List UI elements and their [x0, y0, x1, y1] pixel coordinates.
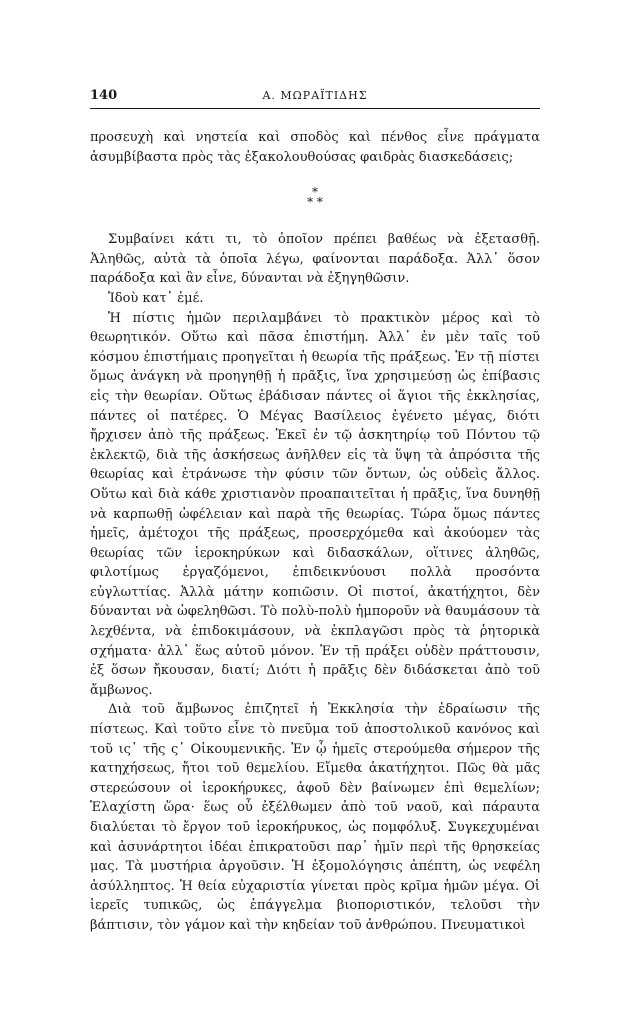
- paragraph-2: Ἰδοὺ κατ᾽ ἐμέ.: [108, 290, 204, 306]
- asterism-bottom: * *: [307, 195, 323, 210]
- paragraph-1: Συμβαίνει κάτι τι, τὸ ὁποῖον πρέπει βαθέως νὰ ἐξετασθῇ. Ἀληθῶς, αὐτὰ τὰ ὁποῖα λέγω, φαίνονται παράδοξα. Ἀλλ᾽ ὅσον παράδοξα καὶ ἂν εἶνε, δύνανται νὰ ἐξηγηθῶσιν.: [90, 232, 540, 287]
- page-header: [90, 86, 540, 109]
- page-number: 140: [90, 88, 118, 103]
- paragraph-3: Ἡ πίστις ἡμῶν περιλαμβάνει τὸ πρακτικὸν μέρος καὶ τὸ θεωρητικόν. Οὕτω καὶ πᾶσα ἐπιστήμη. Ἀλλ᾽ ἐν μὲν ταῖς τοῦ κόσμου ἐπιστήμαις προηγεῖται ἡ θεωρία τῆς πράξεως. Ἐν τῇ πίστει ὅμως ἀνάγκη νὰ προηγηθῇ ἡ πρᾶξις, ἵνα χρησιμεύσῃ ὡς ἐπίβασις εἰς τὴν θεωρίαν. Οὕτως ἐβάδισαν πάντες οἱ ἅγιοι τῆς ἐκκλησίας, πάντες οἱ πατέρες. Ὁ Μέγας Βασίλειος ἐγένετο μέγας, διότι ἤρχισεν ἀπὸ τῆς πράξεως. Ἐκεῖ ἐν τῷ ἀσκητηρίῳ τοῦ Πόντου τῷ ἐκλεκτῷ, διὰ τῆς ἀσκήσεως ἀνῆλθεν εἰς τὰ ὕψη τὰ ἀπρόσιτα τῆς θεωρίας καὶ ἐτράνωσε τὴν φύσιν τῶν ὄντων, ὡς οὐδεὶς ἄλλος. Οὕτω καὶ διὰ κάθε χριστιανὸν προαπαιτεῖται ἡ πρᾶξις, ἵνα δυνηθῇ νὰ καρπωθῇ ὠφέλειαν καὶ παρὰ τῆς θεωρίας. Τώρα ὅμως πάντες ἡμεῖς, ἀμέτοχοι τῆς πράξεως, προσερχόμεθα καὶ ἀκούομεν τὰς θεωρίας τῶν ἱεροκηρύκων καὶ διδασκάλων, οἵτινες ἀληθῶς, φιλοτίμως ἐργαζόμενοι, ἐπιδεικνύουσι πολλὰ προσόντα εὐγλωττίας. Ἀλλὰ μάτην κοπιῶσιν. Οἱ πιστοί, ἀκατήχητοι, δὲν δύνανται νὰ ὠφεληθῶσι. Τὸ πολὺ-πολὺ ἠμποροῦν νὰ θαυμάσουν τὰ λεχθέντα, νὰ ἐπιδοκιμάσουν, νὰ ἐκπλαγῶσι πρὸς τὰ ῥητορικὰ σχήματα· ἀλλ᾽ ἕως αὐτοῦ μόνον. Ἐν τῇ πράξει οὐδὲν πράττουσιν, ἐξ ὅσων ἤκουσαν, διατί; Διότι ἡ πρᾶξις δὲν διδάσκεται ἀπὸ τοῦ ἄμβωνος.: [90, 310, 540, 698]
- paragraph-4: Διὰ τοῦ ἄμβωνος ἐπιζητεῖ ἡ Ἐκκλησία τὴν ἑδραίωσιν τῆς πίστεως. Καὶ τοῦτο εἶνε τὸ πνεῦμα τοῦ ἀποστολικοῦ κανόνος καὶ τοῦ ις᾽ τῆς ς᾽ Οἰκουμενικῆς. Ἐν ᾧ ἡμεῖς στερούμεθα σήμερον τῆς κατηχήσεως, ἤτοι τοῦ θεμελίου. Εἴμεθα ἀκατήχητοι. Πῶς θὰ μᾶς στερεώσουν οἱ ἱεροκήρυκες, ἀφοῦ δὲν βαίνωμεν ἐπὶ θεμελίων; Ἐλαχίστη ὥρα· ἕως οὗ ἐξέλθωμεν ἀπὸ τοῦ ναοῦ, καὶ πάραυτα διαλύεται τὸ ἔργον τοῦ ἱεροκήρυκος, ὡς πομφόλυξ. Συγκεχυμέναι καὶ ἀσυνάρτητοι ἰδέαι ἐπικρατοῦσι παρ᾽ ἡμῖν περὶ τῆς θρησκείας μας. Τὰ μυστήρια ἀργοῦσιν. Ἡ ἐξομολόγησις ἀπέπτη, ὡς νεφέλη ἀσύλληπτος. Ἡ θεία εὐχαριστία γίνεται πρὸς κρῖμα ἡμῶν μέγα. Οἱ ἱερεῖς τυπικῶς, ὡς ἐπάγγελμα βιοποριστικόν, τελοῦσι τὴν βάπτισιν, τὸν γάμον καὶ τὴν κηδείαν τοῦ ἀνθρώπου. Πνευματικοὶ: [90, 702, 540, 933]
- asterism-top: *: [312, 185, 318, 200]
- running-head: Α. ΜΩΡΑΪΤΙΔΗΣ: [262, 89, 368, 102]
- opening-paragraph: προσευχὴ καὶ νηστεία καὶ σποδὸς καὶ πένθος εἶνε πράγματα ἀσυμβίβαστα πρὸς τὰς ἐξακολουθούσας φαιδρὰς διασκεδάσεις;: [90, 130, 540, 165]
- body-text: [90, 128, 540, 936]
- section-asterism: [90, 185, 540, 210]
